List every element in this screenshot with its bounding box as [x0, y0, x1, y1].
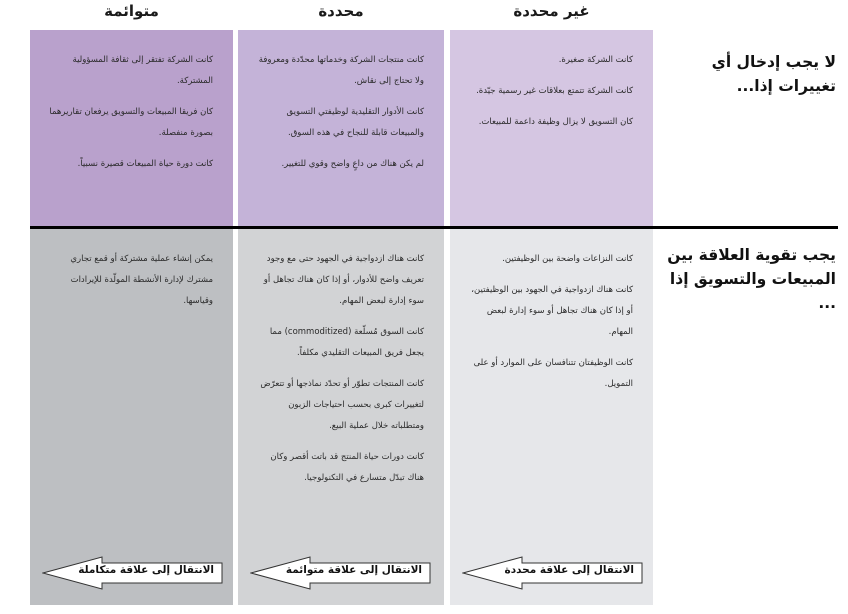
condition-text: لم يكن هناك من داعٍ واضح وقوي للتغيير.	[281, 159, 424, 169]
condition-text: كانت هناك ازدواجية في الجهود بين الوظيفتين، أو إذا كان هناك تجاهل أو سوء إدارة لبعض المهام.	[471, 285, 633, 337]
condition-text: كانت المنتجات تطوّر أو تحدّد نماذجها أو تتعرّض لتغييرات كبرى بحسب احتياجات الزبون ومتطلباته خلال عملية البيع.	[260, 379, 424, 431]
condition-text: كان فريقا المبيعات والتسويق يرفعان تقاريرهما بصورة منفصلة.	[49, 107, 213, 138]
condition-text: يمكن إنشاء عملية مشتركة أو قمع تجاري مشترك لإدارة الأنشطة المولّدة للإيرادات وقياسها.	[70, 254, 213, 306]
cell-no-change-undefined	[450, 30, 653, 226]
condition-text: كانت الوظيفتان تتنافسان على الموارد أو على التمويل.	[473, 358, 633, 389]
condition-text: كانت منتجات الشركة وخدماتها محدّدة ومعروفة ولا تحتاج إلى نقاش.	[258, 55, 424, 86]
condition-text: كانت الشركة تتمتع بعلاقات غير رسمية جيّدة.	[476, 86, 633, 96]
row-label-no-change: لا يجب إدخال أي تغييرات إذا...	[711, 53, 836, 95]
condition-text: كانت النزاعات واضحة بين الوظيفتين.	[502, 254, 633, 264]
condition-text: كانت الشركة تفتقر إلى ثقافة المسؤولية المشتركة.	[72, 55, 213, 86]
cell-no-change-aligned	[30, 30, 233, 226]
arrow-to-integrated	[42, 556, 224, 590]
cell-strengthen-aligned	[30, 229, 233, 605]
arrow-label: الانتقال إلى علاقة محددة	[504, 564, 634, 576]
condition-text: كانت السوق مُسلّعة (commoditized) مما يجعل فريق المبيعات التقليدي مكلفاً.	[269, 327, 424, 358]
condition-text: كانت الشركة صغيرة.	[558, 55, 633, 65]
arrow-to-aligned	[250, 556, 432, 590]
column-header-undefined: غير محددة	[513, 2, 590, 20]
column-header-defined: محددة	[318, 2, 364, 20]
arrow-to-defined	[462, 556, 644, 590]
condition-text: كان التسويق لا يزال وظيفة داعمة للمبيعات.	[478, 117, 633, 127]
cell-strengthen-undefined	[450, 229, 653, 605]
cell-strengthen-defined	[238, 229, 444, 605]
cell-no-change-defined	[238, 30, 444, 226]
condition-text: كانت دورات حياة المنتج قد باتت أقصر وكان هناك تبدّل متسارع في التكنولوجيا.	[270, 452, 424, 483]
condition-text: كانت دورة حياة المبيعات قصيرة نسبياً.	[77, 159, 213, 169]
condition-text: كانت الأدوار التقليدية لوظيفتي التسويق والمبيعات قابلة للنجاح في هذه السوق.	[286, 107, 424, 138]
condition-text: كانت هناك ازدواجية في الجهود حتى مع وجود تعريف واضح للأدوار، أو إذا كان هناك تجاهل أو سوء إدارة لبعض المهام.	[263, 254, 424, 306]
arrow-label: الانتقال إلى علاقة متكاملة	[78, 564, 214, 576]
row-label-strengthen: يجب تقوية العلاقة بين المبيعات والتسويق إذا ...	[667, 246, 836, 312]
arrow-label: الانتقال إلى علاقة متوائمة	[285, 564, 422, 576]
column-header-aligned: متوائمة	[104, 2, 159, 20]
